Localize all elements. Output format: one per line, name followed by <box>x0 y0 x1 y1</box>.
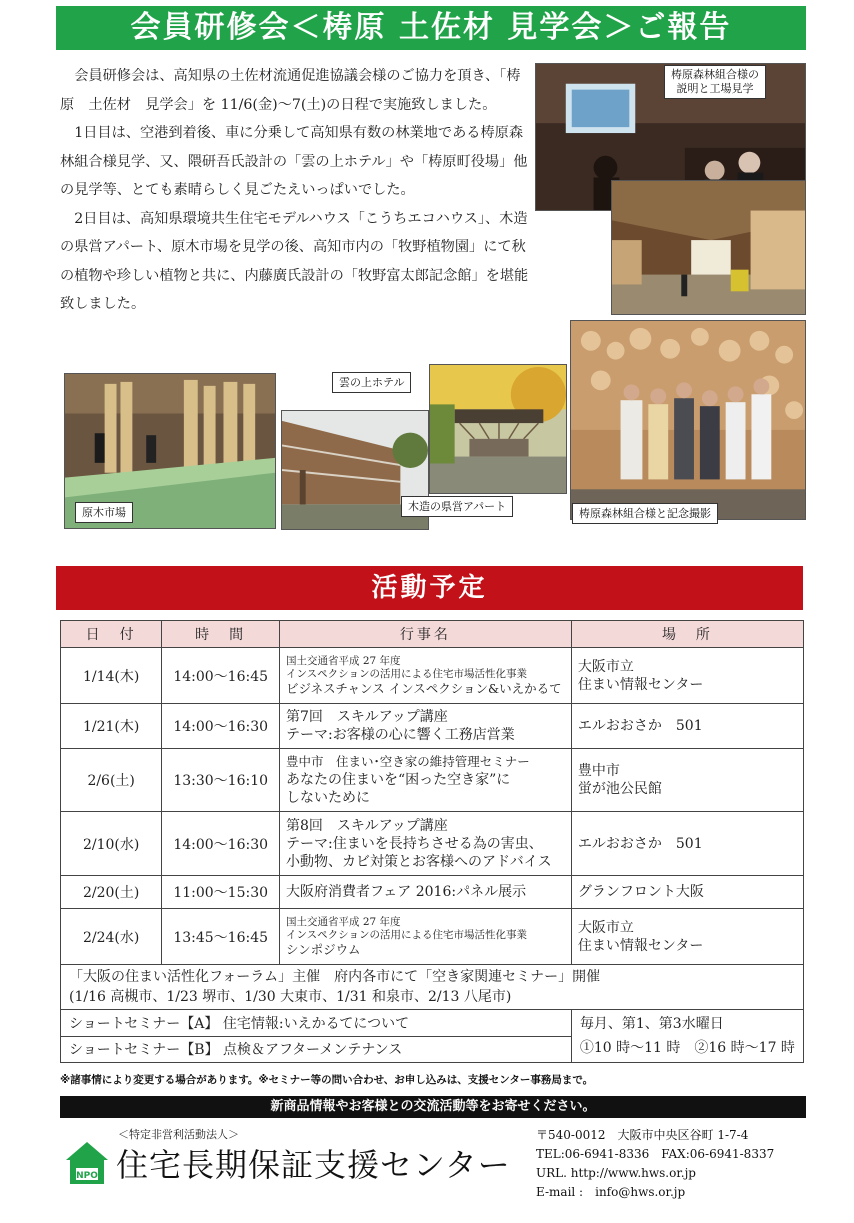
row-date: 1/14(木) <box>61 648 162 704</box>
schedule-title: 活動予定 <box>56 566 803 610</box>
event-line: インスペクションの活用による住宅市場活性化事業 <box>285 928 527 941</box>
row-time: 13:45～16:45 <box>162 909 280 965</box>
intro-paragraph-2: 1日目は、空港到着後、車に分乗して高知県有数の林業地である梼原森林組合様見学、又、隈研吾氏設計の「雲の上ホテル」や「梼原町役場」他の見学等、とても素晴らしく見ごたえいっぱいでした。 <box>60 125 528 198</box>
event-line: テーマ:住まいを長持ちさせる為の害虫、 <box>285 835 543 852</box>
row-event <box>279 876 571 909</box>
intro-paragraph-3: 2日目は、高知県環境共生住宅モデルハウス「こうちエコハウス」、木造の県営アパート、原木市場を見学の後、高知市内の「牧野植物園」にて秋の植物や珍しい植物と共に、内藤廣氏設計の「牧野富太郎記念館」を堪能致しました。 <box>60 210 529 312</box>
caption-meeting <box>664 65 766 99</box>
caption-log-market: 原木市場 <box>75 502 133 523</box>
submission-request-bar: 新商品情報やお客様との交流活動等をお寄せください。 <box>60 1096 806 1118</box>
short-seminar-schedule <box>571 1010 803 1063</box>
logo-text: NPO <box>76 1171 98 1181</box>
row-event <box>279 749 571 812</box>
photo-factory <box>611 180 806 315</box>
event-line: 小動物、カビ対策とお客様へのアドバイス <box>285 853 552 870</box>
table-row <box>61 749 804 812</box>
short-seminar-a: ショートセミナー【A】 住宅情報:いえかるてについて <box>61 1010 572 1037</box>
row-time: 13:30～16:10 <box>162 749 280 812</box>
place-line: 住まい情報センター <box>577 937 704 954</box>
row-event <box>279 704 571 749</box>
report-title: 会員研修会＜梼原 土佐材 見学会＞ご報告 <box>56 6 806 50</box>
short-seminar-row-a <box>61 1010 804 1037</box>
row-date: 1/21(木) <box>61 704 162 749</box>
event-line: ビジネスチャンス インスペクション&いえかるて <box>285 680 562 696</box>
photo-log-pile <box>570 320 806 520</box>
event-line: 国土交通省平成 27 年度 <box>285 915 401 928</box>
place-line: グランフロント大阪 <box>577 884 704 900</box>
forum-line-1: 「大阪の住まい活性化フォーラム」主催 府内各市にて「空き家関連セミナー」開催 <box>69 969 601 985</box>
table-row <box>61 876 804 909</box>
place-line: 蛍が池公民館 <box>577 781 662 797</box>
caption-hotel: 雲の上ホテル <box>332 372 411 393</box>
place-line: 豊中市 <box>577 763 620 779</box>
header-time: 時 間 <box>162 621 280 648</box>
intro-paragraph-1: 会員研修会は、高知県の土佐材流通促進協議会様のご協力を頂き、「梼原 土佐材 見学会」を 11/6(金)～7(土)の日程で実施致しました。 <box>60 68 521 113</box>
forum-line-2: (1/16 高槻市、1/23 堺市、1/30 大東市、1/31 和泉市、2/13 八尾市) <box>69 989 512 1005</box>
row-time: 11:00～15:30 <box>162 876 280 909</box>
caption-meeting-line-1: 梼原森林組合様の <box>671 68 759 81</box>
row-place <box>571 909 803 965</box>
row-place <box>571 648 803 704</box>
organization-name: 住宅長期保証支援センター <box>116 1146 511 1184</box>
short-seminar-hours: ①10 時～11 時 ②16 時～17 時 <box>579 1040 795 1056</box>
contact-info <box>536 1126 774 1202</box>
footnote: ※諸事情により変更する場合があります。※セミナー等の問い合わせ、お申し込みは、支援センター事務局まで。 <box>60 1074 594 1086</box>
place-line: 大阪市立 <box>577 658 634 675</box>
header-event: 行事名 <box>279 621 571 648</box>
row-time: 14:00～16:30 <box>162 812 280 876</box>
event-line: シンポジウム <box>285 941 361 957</box>
place-line: 住まい情報センター <box>577 676 704 693</box>
event-line: 豊中市 住まい･空き家の維持管理セミナー <box>285 754 530 769</box>
contact-address: 〒540-0012 大阪市中央区谷町 1-7-4 <box>536 1128 749 1142</box>
forum-row <box>61 965 804 1010</box>
caption-apartment: 木造の県営アパート <box>401 496 513 517</box>
place-line: 大阪市立 <box>577 919 634 936</box>
row-event <box>279 812 571 876</box>
header-date: 日 付 <box>61 621 162 648</box>
row-time: 14:00～16:30 <box>162 704 280 749</box>
row-event <box>279 909 571 965</box>
row-date: 2/20(土) <box>61 876 162 909</box>
forum-cell <box>61 965 804 1010</box>
npo-house-logo-icon <box>64 1140 110 1186</box>
short-seminar-b: ショートセミナー【B】 点検＆アフターメンテナンス <box>61 1036 572 1063</box>
event-line: しないために <box>285 790 370 806</box>
event-line: インスペクションの活用による住宅市場活性化事業 <box>285 667 527 680</box>
schedule-table <box>60 620 804 1063</box>
caption-meeting-line-2: 説明と工場見学 <box>676 82 754 95</box>
table-row <box>61 648 804 704</box>
table-row <box>61 704 804 749</box>
table-row <box>61 909 804 965</box>
row-event <box>279 648 571 704</box>
row-place <box>571 812 803 876</box>
npo-label: ＜特定非営利活動法人＞ <box>118 1128 239 1141</box>
contact-email[interactable]: E-mail : info@hws.or.jp <box>536 1185 686 1199</box>
intro-text <box>60 62 530 319</box>
event-line: テーマ:お客様の心に響く工務店営業 <box>285 727 515 743</box>
event-line: 国土交通省平成 27 年度 <box>285 654 401 667</box>
caption-group-photo: 梼原森林組合様と記念撮影 <box>572 503 718 524</box>
row-time: 14:00～16:45 <box>162 648 280 704</box>
event-line: 大阪府消費者フェア 2016:パネル展示 <box>285 884 527 900</box>
photo-hotel <box>429 364 567 494</box>
short-seminar-days: 毎月、第1、第3水曜日 <box>579 1016 724 1032</box>
row-date: 2/10(水) <box>61 812 162 876</box>
place-line: エルおおさか 501 <box>577 835 703 852</box>
contact-phone-fax: TEL:06-6941-8336 FAX:06-6941-8337 <box>536 1147 775 1161</box>
row-date: 2/6(土) <box>61 749 162 812</box>
event-line: あなたの住まいを“困った空き家”に <box>285 772 511 788</box>
row-place <box>571 876 803 909</box>
table-row <box>61 812 804 876</box>
row-place <box>571 704 803 749</box>
place-line: エルおおさか 501 <box>577 718 703 734</box>
event-line: 第7回 スキルアップ講座 <box>285 709 448 725</box>
row-place <box>571 749 803 812</box>
contact-url[interactable]: URL. http://www.hws.or.jp <box>536 1166 696 1180</box>
row-date: 2/24(水) <box>61 909 162 965</box>
header-place: 場 所 <box>571 621 803 648</box>
event-line: 第8回 スキルアップ講座 <box>285 817 448 834</box>
schedule-header-row <box>61 621 804 648</box>
